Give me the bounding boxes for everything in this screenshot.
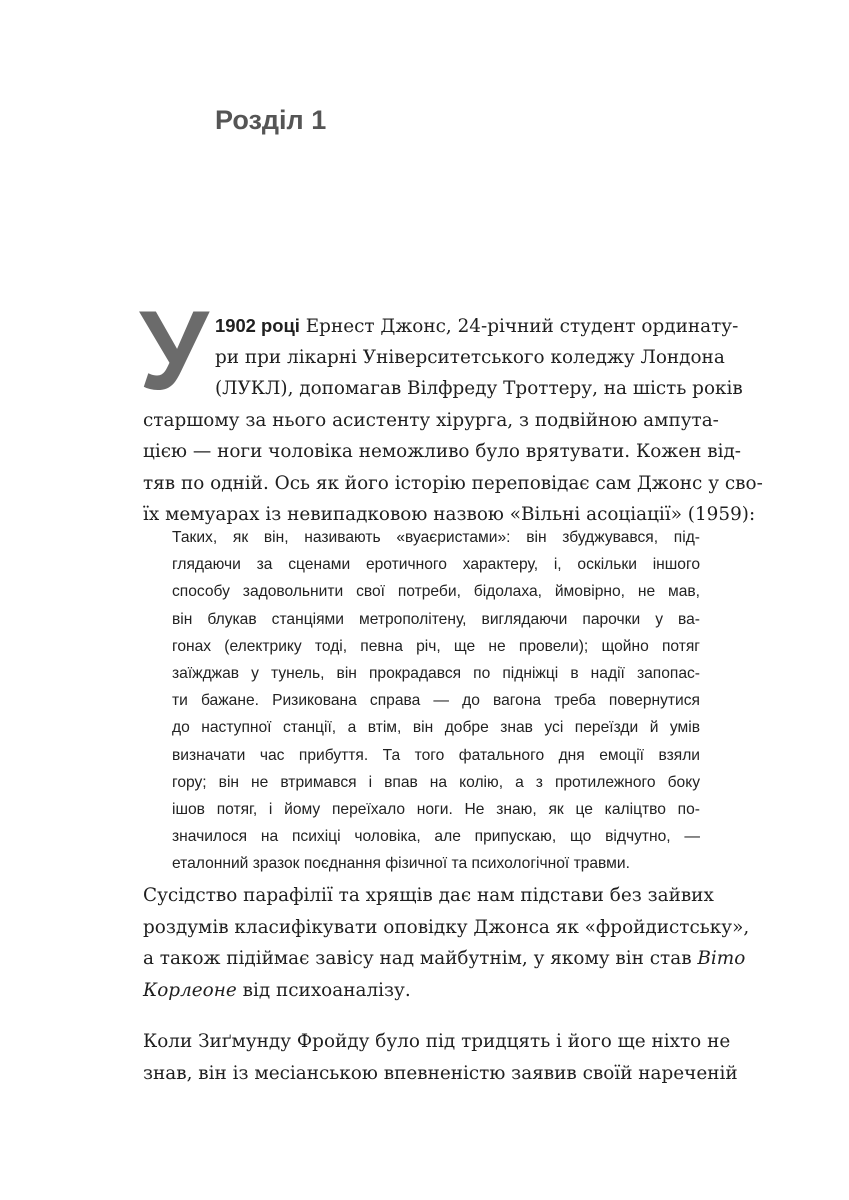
lead-bold-text: 1902 році [215, 315, 300, 336]
quote-line: глядаючи за сценами еротичного характеру, і, оскільки іншого [172, 556, 700, 574]
text-line: тяв по одній. Ось як його історію переповідає сам Джонс у сво- [143, 472, 763, 494]
quote-line: ти бажане. Ризикована справа — до вагона треба повернутися [172, 692, 700, 710]
text-line: Сусідство парафілії та хрящів дає нам підстави без зайвих [143, 885, 714, 906]
chapter-title: Розділ 1 [215, 105, 327, 135]
quote-line: заїжджав у тунель, він прокрадався по підніжці в надії запопас- [172, 664, 700, 682]
text-line: (ЛУКЛ), допомагав Вілфреду Троттеру, на шість років [215, 378, 743, 399]
text-line: старшому за нього асистенту хірурга, з подвійною ампута- [143, 409, 719, 431]
quote-line: ішов потяг, і йому переїхало ноги. Не знаю, як це каліцтво по- [172, 800, 700, 818]
quote-line: визначати час прибуття. Та того фатального дня емоції взяли [172, 746, 700, 764]
block-quote [172, 524, 700, 877]
paragraph-3 [143, 1026, 738, 1089]
quote-line: він блукав станціями метрополітену, виглядаючи парочки у ва- [172, 610, 700, 628]
text-line: цією — ноги чоловіка неможливо було врятувати. Кожен від- [143, 441, 741, 462]
quote-line: способу задовольнити свої потреби, бідолаха, ймовірно, не мав, [172, 583, 700, 601]
italic-text: Корлеоне [143, 979, 237, 1001]
quote-line: еталонний зразок поєднання фізичної та психологічної травми. [172, 855, 630, 873]
intro-paragraph [143, 310, 763, 531]
italic-text: Віто [697, 948, 746, 969]
text-line: а також підіймає завісу над майбутнім, у якому він став Віто [143, 948, 746, 969]
paragraph-2 [143, 880, 750, 1006]
text-line: Коли Зиґмунду Фройду було під тридцять і його ще ніхто не [143, 1031, 731, 1052]
quote-line: Таких, як він, називають «вуаєристами»: він збуджувався, під- [172, 529, 700, 546]
text-line: Корлеоне від психоаналізу. [143, 979, 411, 1001]
quote-line: до наступної станції, а втім, він добре знав усі переїзди й умів [172, 719, 700, 737]
quote-line: гору; він не втримався і впав на колію, а з протилежного боку [172, 773, 700, 791]
text-line: роздумів класифікувати оповідку Джонса як «фройдистську», [143, 916, 750, 938]
quote-line: гонах (електрику тоді, певна річ, ще не провели); щойно потяг [172, 637, 700, 655]
text-line: їх мемуарах із невипадковою назвою «Вільні асоціації» (1959): [143, 504, 756, 525]
quote-line: значилося на психіці чоловіка, але припускаю, що відчутно, — [172, 828, 700, 846]
drop-cap-letter: У [139, 288, 209, 413]
text-line: ри при лікарні Університетського коледжу Лондона [215, 346, 725, 368]
text-line: знав, він із месіанською впевненістю заявив своїй нареченій [143, 1062, 738, 1084]
text-line: 1902 році Ернест Джонс, 24-річний студент ординату- [215, 315, 739, 337]
